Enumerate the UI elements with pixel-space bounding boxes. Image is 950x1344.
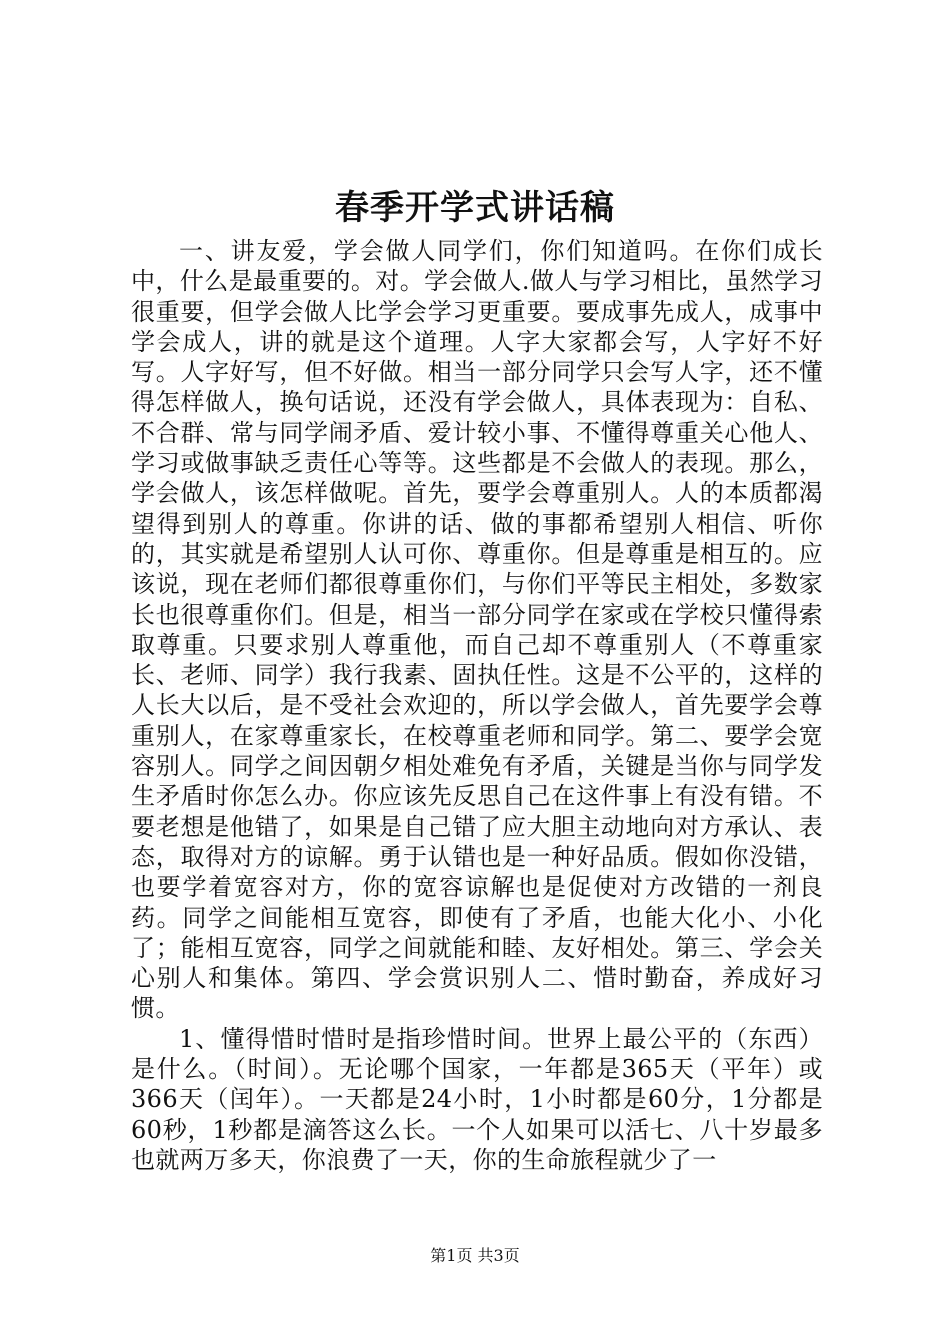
paragraph-2: 1、懂得惜时惜时是指珍惜时间。世界上最公平的（东西）是什么。（时间）。无论哪个国家，一年都是365天（平年）或366天（闰年）。一天都是24小时，1小时都是60分，1分都是60秒，1秒都是滴答这么长。一个人如果可以活七、八十岁最多也就两万多天，你浪费了一天，你的生命旅程就少了一 <box>131 1024 823 1174</box>
page-footer: 第1页 共3页 <box>430 1246 520 1265</box>
document-body <box>131 236 823 1175</box>
document-title: 春季开学式讲话稿 <box>335 188 615 228</box>
paragraph-1: 一、讲友爱，学会做人同学们，你们知道吗。在你们成长中，什么是最重要的。对。学会做人.做人与学习相比，虽然学习很重要，但学会做人比学会学习更重要。要成事先成人，成事中学会成人，讲的就是这个道理。人字大家都会写，人字好不好写。人字好写，但不好做。相当一部分同学只会写人字，还不懂得怎样做人，换句话说，还没有学会做人，具体表现为：自私、不合群、常与同学闹矛盾、爱计较小事、不懂得尊重关心他人、学习或做事缺乏责任心等等。这些都是不会做人的表现。那么，学会做人，该怎样做呢。首先，要学会尊重别人。人的本质都渴望得到别人的尊重。你讲的话、做的事都希望别人相信、听你的，其实就是希望别人认可你、尊重你。但是尊重是相互的。应该说，现在老师们都很尊重你们，与你们平等民主相处，多数家长也很尊重你们。但是，相当一部分同学在家或在学校只懂得索取尊重。只要求别人尊重他，而自己却不尊重别人（不尊重家长、老师、同学）我行我素、固执任性。这是不公平的，这样的人长大以后，是不受社会欢迎的，所以学会做人，首先要学会尊重别人，在家尊重家长，在校尊重老师和同学。第二、要学会宽容别人。同学之间因朝夕相处难免有矛盾，关键是当你与同学发生矛盾时你怎么办。你应该先反思自己在这件事上有没有错。不要老想是他错了，如果是自己错了应大胆主动地向对方承认、表态，取得对方的谅解。勇于认错也是一种好品质。假如你没错，也要学着宽容对方，你的宽容谅解也是促使对方改错的一剂良药。同学之间能相互宽容，即使有了矛盾，也能大化小、小化了；能相互宽容，同学之间就能和睦、友好相处。第三、学会关心别人和集体。第四、学会赏识别人二、惜时勤奋，养成好习惯。 <box>131 237 823 1023</box>
